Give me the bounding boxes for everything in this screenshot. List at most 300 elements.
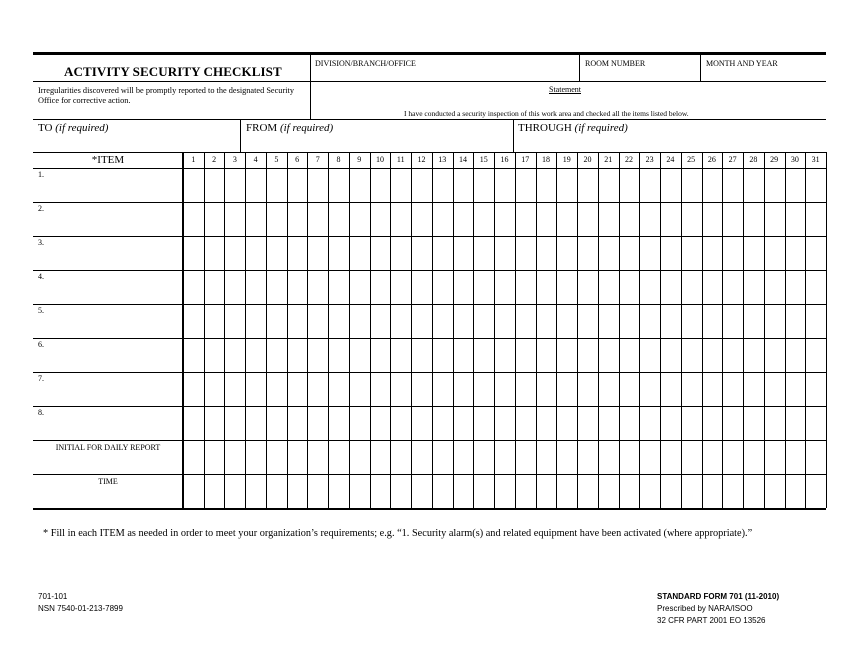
check-cell[interactable] [495, 203, 515, 236]
check-cell[interactable] [412, 407, 432, 440]
check-cell[interactable] [391, 169, 411, 202]
check-cell[interactable] [474, 475, 494, 508]
check-cell[interactable] [391, 237, 411, 270]
check-cell[interactable] [620, 373, 640, 406]
check-cell[interactable] [350, 271, 370, 304]
check-cell[interactable] [682, 441, 702, 474]
check-cell[interactable] [703, 169, 723, 202]
check-cell[interactable] [454, 203, 474, 236]
check-cell[interactable] [703, 373, 723, 406]
check-cell[interactable] [661, 169, 681, 202]
check-cell[interactable] [454, 305, 474, 338]
check-cell[interactable] [433, 271, 453, 304]
check-cell[interactable] [246, 203, 266, 236]
check-cell[interactable] [661, 237, 681, 270]
check-cell[interactable] [184, 441, 204, 474]
check-cell[interactable] [433, 169, 453, 202]
from-field[interactable]: FROM (if required) [246, 122, 334, 134]
check-cell[interactable] [682, 475, 702, 508]
check-cell[interactable] [786, 407, 806, 440]
check-cell[interactable] [557, 407, 577, 440]
check-cell[interactable] [578, 169, 598, 202]
check-cell[interactable] [205, 203, 225, 236]
to-field[interactable]: TO (if required) [38, 122, 109, 134]
check-cell[interactable] [495, 475, 515, 508]
check-cell[interactable] [661, 271, 681, 304]
check-cell[interactable] [557, 339, 577, 372]
check-cell[interactable] [267, 441, 287, 474]
check-cell[interactable] [433, 339, 453, 372]
check-cell[interactable] [786, 475, 806, 508]
check-cell[interactable] [495, 339, 515, 372]
check-cell[interactable] [267, 203, 287, 236]
check-cell[interactable] [599, 169, 619, 202]
check-cell[interactable] [205, 237, 225, 270]
check-cell[interactable] [786, 305, 806, 338]
check-cell[interactable] [537, 237, 557, 270]
check-cell[interactable] [205, 271, 225, 304]
check-cell[interactable] [661, 475, 681, 508]
check-cell[interactable] [661, 203, 681, 236]
check-cell[interactable] [267, 475, 287, 508]
check-cell[interactable] [371, 169, 391, 202]
check-cell[interactable] [350, 203, 370, 236]
check-cell[interactable] [744, 271, 764, 304]
check-cell[interactable] [267, 169, 287, 202]
check-cell[interactable] [682, 373, 702, 406]
check-cell[interactable] [371, 237, 391, 270]
check-cell[interactable] [806, 203, 826, 236]
check-cell[interactable] [765, 339, 785, 372]
check-cell[interactable] [474, 407, 494, 440]
check-cell[interactable] [537, 373, 557, 406]
check-cell[interactable] [744, 441, 764, 474]
check-cell[interactable] [412, 373, 432, 406]
check-cell[interactable] [806, 441, 826, 474]
check-cell[interactable] [225, 339, 245, 372]
check-cell[interactable] [391, 271, 411, 304]
check-cell[interactable] [308, 339, 328, 372]
check-cell[interactable] [765, 475, 785, 508]
check-cell[interactable] [744, 203, 764, 236]
check-cell[interactable] [599, 203, 619, 236]
check-cell[interactable] [205, 339, 225, 372]
check-cell[interactable] [765, 441, 785, 474]
check-cell[interactable] [786, 441, 806, 474]
check-cell[interactable] [350, 441, 370, 474]
check-cell[interactable] [620, 271, 640, 304]
check-cell[interactable] [495, 441, 515, 474]
check-cell[interactable] [329, 373, 349, 406]
check-cell[interactable] [350, 407, 370, 440]
check-cell[interactable] [329, 339, 349, 372]
check-cell[interactable] [744, 475, 764, 508]
check-cell[interactable] [288, 475, 308, 508]
check-cell[interactable] [205, 441, 225, 474]
check-cell[interactable] [412, 475, 432, 508]
check-cell[interactable] [744, 339, 764, 372]
check-cell[interactable] [557, 373, 577, 406]
check-cell[interactable] [433, 373, 453, 406]
check-cell[interactable] [703, 339, 723, 372]
check-cell[interactable] [620, 169, 640, 202]
check-cell[interactable] [723, 203, 743, 236]
check-cell[interactable] [412, 305, 432, 338]
check-cell[interactable] [391, 441, 411, 474]
check-cell[interactable] [744, 373, 764, 406]
check-cell[interactable] [682, 203, 702, 236]
check-cell[interactable] [371, 271, 391, 304]
check-cell[interactable] [557, 475, 577, 508]
check-cell[interactable] [557, 271, 577, 304]
check-cell[interactable] [267, 271, 287, 304]
check-cell[interactable] [578, 339, 598, 372]
check-cell[interactable] [454, 407, 474, 440]
check-cell[interactable] [371, 203, 391, 236]
check-cell[interactable] [640, 373, 660, 406]
check-cell[interactable] [661, 339, 681, 372]
check-cell[interactable] [391, 373, 411, 406]
check-cell[interactable] [786, 169, 806, 202]
check-cell[interactable] [495, 407, 515, 440]
check-cell[interactable] [225, 475, 245, 508]
check-cell[interactable] [661, 373, 681, 406]
check-cell[interactable] [412, 203, 432, 236]
check-cell[interactable] [371, 475, 391, 508]
check-cell[interactable] [495, 373, 515, 406]
check-cell[interactable] [723, 271, 743, 304]
check-cell[interactable] [723, 441, 743, 474]
check-cell[interactable] [578, 271, 598, 304]
check-cell[interactable] [288, 407, 308, 440]
check-cell[interactable] [329, 203, 349, 236]
check-cell[interactable] [786, 373, 806, 406]
check-cell[interactable] [599, 373, 619, 406]
check-cell[interactable] [474, 373, 494, 406]
check-cell[interactable] [225, 407, 245, 440]
check-cell[interactable] [225, 271, 245, 304]
check-cell[interactable] [682, 305, 702, 338]
check-cell[interactable] [288, 203, 308, 236]
check-cell[interactable] [308, 373, 328, 406]
check-cell[interactable] [620, 407, 640, 440]
check-cell[interactable] [557, 237, 577, 270]
check-cell[interactable] [620, 339, 640, 372]
check-cell[interactable] [537, 407, 557, 440]
check-cell[interactable] [350, 305, 370, 338]
check-cell[interactable] [537, 169, 557, 202]
check-cell[interactable] [412, 339, 432, 372]
check-cell[interactable] [391, 475, 411, 508]
check-cell[interactable] [516, 237, 536, 270]
check-cell[interactable] [184, 475, 204, 508]
check-cell[interactable] [806, 271, 826, 304]
check-cell[interactable] [640, 339, 660, 372]
check-cell[interactable] [391, 203, 411, 236]
check-cell[interactable] [474, 237, 494, 270]
check-cell[interactable] [682, 237, 702, 270]
check-cell[interactable] [246, 271, 266, 304]
check-cell[interactable] [578, 475, 598, 508]
check-cell[interactable] [329, 305, 349, 338]
check-cell[interactable] [412, 169, 432, 202]
check-cell[interactable] [682, 271, 702, 304]
check-cell[interactable] [495, 237, 515, 270]
check-cell[interactable] [599, 271, 619, 304]
check-cell[interactable] [578, 407, 598, 440]
check-cell[interactable] [516, 169, 536, 202]
through-field[interactable]: THROUGH (if required) [518, 122, 628, 134]
check-cell[interactable] [433, 441, 453, 474]
check-cell[interactable] [495, 271, 515, 304]
check-cell[interactable] [703, 237, 723, 270]
check-cell[interactable] [184, 339, 204, 372]
check-cell[interactable] [765, 169, 785, 202]
check-cell[interactable] [474, 203, 494, 236]
check-cell[interactable] [267, 373, 287, 406]
check-cell[interactable] [184, 237, 204, 270]
check-cell[interactable] [391, 407, 411, 440]
check-cell[interactable] [806, 475, 826, 508]
check-cell[interactable] [205, 169, 225, 202]
check-cell[interactable] [744, 237, 764, 270]
check-cell[interactable] [288, 373, 308, 406]
check-cell[interactable] [537, 475, 557, 508]
check-cell[interactable] [474, 169, 494, 202]
check-cell[interactable] [246, 339, 266, 372]
check-cell[interactable] [578, 305, 598, 338]
check-cell[interactable] [703, 271, 723, 304]
check-cell[interactable] [640, 475, 660, 508]
check-cell[interactable] [661, 407, 681, 440]
check-cell[interactable] [288, 441, 308, 474]
check-cell[interactable] [433, 305, 453, 338]
check-cell[interactable] [723, 373, 743, 406]
check-cell[interactable] [537, 305, 557, 338]
check-cell[interactable] [454, 169, 474, 202]
check-cell[interactable] [723, 407, 743, 440]
check-cell[interactable] [640, 407, 660, 440]
check-cell[interactable] [205, 305, 225, 338]
check-cell[interactable] [391, 339, 411, 372]
check-cell[interactable] [578, 237, 598, 270]
check-cell[interactable] [329, 237, 349, 270]
check-cell[interactable] [599, 475, 619, 508]
check-cell[interactable] [516, 271, 536, 304]
check-cell[interactable] [537, 441, 557, 474]
check-cell[interactable] [225, 441, 245, 474]
check-cell[interactable] [765, 203, 785, 236]
check-cell[interactable] [454, 441, 474, 474]
check-cell[interactable] [703, 475, 723, 508]
check-cell[interactable] [723, 475, 743, 508]
check-cell[interactable] [599, 237, 619, 270]
check-cell[interactable] [329, 407, 349, 440]
check-cell[interactable] [288, 237, 308, 270]
check-cell[interactable] [703, 441, 723, 474]
check-cell[interactable] [184, 203, 204, 236]
check-cell[interactable] [371, 339, 391, 372]
check-cell[interactable] [184, 373, 204, 406]
check-cell[interactable] [786, 339, 806, 372]
check-cell[interactable] [557, 441, 577, 474]
check-cell[interactable] [329, 475, 349, 508]
check-cell[interactable] [246, 475, 266, 508]
check-cell[interactable] [350, 237, 370, 270]
check-cell[interactable] [454, 271, 474, 304]
check-cell[interactable] [495, 305, 515, 338]
check-cell[interactable] [308, 203, 328, 236]
check-cell[interactable] [723, 305, 743, 338]
check-cell[interactable] [703, 203, 723, 236]
check-cell[interactable] [474, 271, 494, 304]
check-cell[interactable] [682, 169, 702, 202]
check-cell[interactable] [599, 305, 619, 338]
check-cell[interactable] [267, 237, 287, 270]
check-cell[interactable] [433, 407, 453, 440]
check-cell[interactable] [308, 407, 328, 440]
check-cell[interactable] [537, 271, 557, 304]
check-cell[interactable] [329, 169, 349, 202]
check-cell[interactable] [537, 339, 557, 372]
check-cell[interactable] [308, 237, 328, 270]
check-cell[interactable] [246, 441, 266, 474]
check-cell[interactable] [225, 305, 245, 338]
check-cell[interactable] [267, 339, 287, 372]
check-cell[interactable] [516, 305, 536, 338]
check-cell[interactable] [288, 169, 308, 202]
check-cell[interactable] [412, 237, 432, 270]
check-cell[interactable] [620, 475, 640, 508]
check-cell[interactable] [350, 339, 370, 372]
check-cell[interactable] [350, 373, 370, 406]
check-cell[interactable] [599, 441, 619, 474]
check-cell[interactable] [765, 407, 785, 440]
check-cell[interactable] [391, 305, 411, 338]
check-cell[interactable] [454, 339, 474, 372]
check-cell[interactable] [786, 271, 806, 304]
check-cell[interactable] [184, 169, 204, 202]
check-cell[interactable] [516, 475, 536, 508]
check-cell[interactable] [516, 203, 536, 236]
check-cell[interactable] [474, 441, 494, 474]
check-cell[interactable] [267, 305, 287, 338]
check-cell[interactable] [723, 339, 743, 372]
check-cell[interactable] [599, 407, 619, 440]
check-cell[interactable] [205, 407, 225, 440]
check-cell[interactable] [350, 475, 370, 508]
check-cell[interactable] [371, 305, 391, 338]
check-cell[interactable] [744, 169, 764, 202]
check-cell[interactable] [225, 373, 245, 406]
check-cell[interactable] [308, 305, 328, 338]
check-cell[interactable] [640, 441, 660, 474]
check-cell[interactable] [765, 305, 785, 338]
check-cell[interactable] [433, 237, 453, 270]
check-cell[interactable] [640, 169, 660, 202]
check-cell[interactable] [329, 271, 349, 304]
check-cell[interactable] [786, 203, 806, 236]
check-cell[interactable] [308, 441, 328, 474]
check-cell[interactable] [308, 475, 328, 508]
check-cell[interactable] [765, 373, 785, 406]
check-cell[interactable] [225, 169, 245, 202]
check-cell[interactable] [225, 237, 245, 270]
check-cell[interactable] [184, 305, 204, 338]
check-cell[interactable] [371, 441, 391, 474]
check-cell[interactable] [578, 441, 598, 474]
check-cell[interactable] [246, 237, 266, 270]
check-cell[interactable] [640, 271, 660, 304]
check-cell[interactable] [288, 271, 308, 304]
check-cell[interactable] [184, 407, 204, 440]
check-cell[interactable] [308, 169, 328, 202]
check-cell[interactable] [308, 271, 328, 304]
check-cell[interactable] [765, 237, 785, 270]
check-cell[interactable] [454, 237, 474, 270]
check-cell[interactable] [371, 373, 391, 406]
check-cell[interactable] [682, 339, 702, 372]
check-cell[interactable] [412, 271, 432, 304]
check-cell[interactable] [454, 373, 474, 406]
check-cell[interactable] [454, 475, 474, 508]
check-cell[interactable] [246, 305, 266, 338]
check-cell[interactable] [620, 305, 640, 338]
check-cell[interactable] [640, 305, 660, 338]
check-cell[interactable] [267, 407, 287, 440]
check-cell[interactable] [205, 373, 225, 406]
check-cell[interactable] [246, 373, 266, 406]
check-cell[interactable] [246, 407, 266, 440]
check-cell[interactable] [288, 339, 308, 372]
check-cell[interactable] [806, 305, 826, 338]
check-cell[interactable] [537, 203, 557, 236]
check-cell[interactable] [806, 339, 826, 372]
check-cell[interactable] [474, 339, 494, 372]
check-cell[interactable] [557, 203, 577, 236]
check-cell[interactable] [516, 407, 536, 440]
check-cell[interactable] [433, 203, 453, 236]
check-cell[interactable] [516, 373, 536, 406]
check-cell[interactable] [723, 237, 743, 270]
check-cell[interactable] [640, 237, 660, 270]
check-cell[interactable] [557, 169, 577, 202]
check-cell[interactable] [184, 271, 204, 304]
check-cell[interactable] [225, 203, 245, 236]
check-cell[interactable] [703, 407, 723, 440]
check-cell[interactable] [371, 407, 391, 440]
check-cell[interactable] [661, 441, 681, 474]
check-cell[interactable] [288, 305, 308, 338]
check-cell[interactable] [682, 407, 702, 440]
check-cell[interactable] [806, 237, 826, 270]
check-cell[interactable] [620, 237, 640, 270]
check-cell[interactable] [661, 305, 681, 338]
check-cell[interactable] [744, 305, 764, 338]
check-cell[interactable] [557, 305, 577, 338]
check-cell[interactable] [703, 305, 723, 338]
check-cell[interactable] [412, 441, 432, 474]
check-cell[interactable] [205, 475, 225, 508]
check-cell[interactable] [640, 203, 660, 236]
check-cell[interactable] [578, 373, 598, 406]
check-cell[interactable] [495, 169, 515, 202]
check-cell[interactable] [786, 237, 806, 270]
check-cell[interactable] [599, 339, 619, 372]
check-cell[interactable] [516, 339, 536, 372]
check-cell[interactable] [246, 169, 266, 202]
check-cell[interactable] [350, 169, 370, 202]
